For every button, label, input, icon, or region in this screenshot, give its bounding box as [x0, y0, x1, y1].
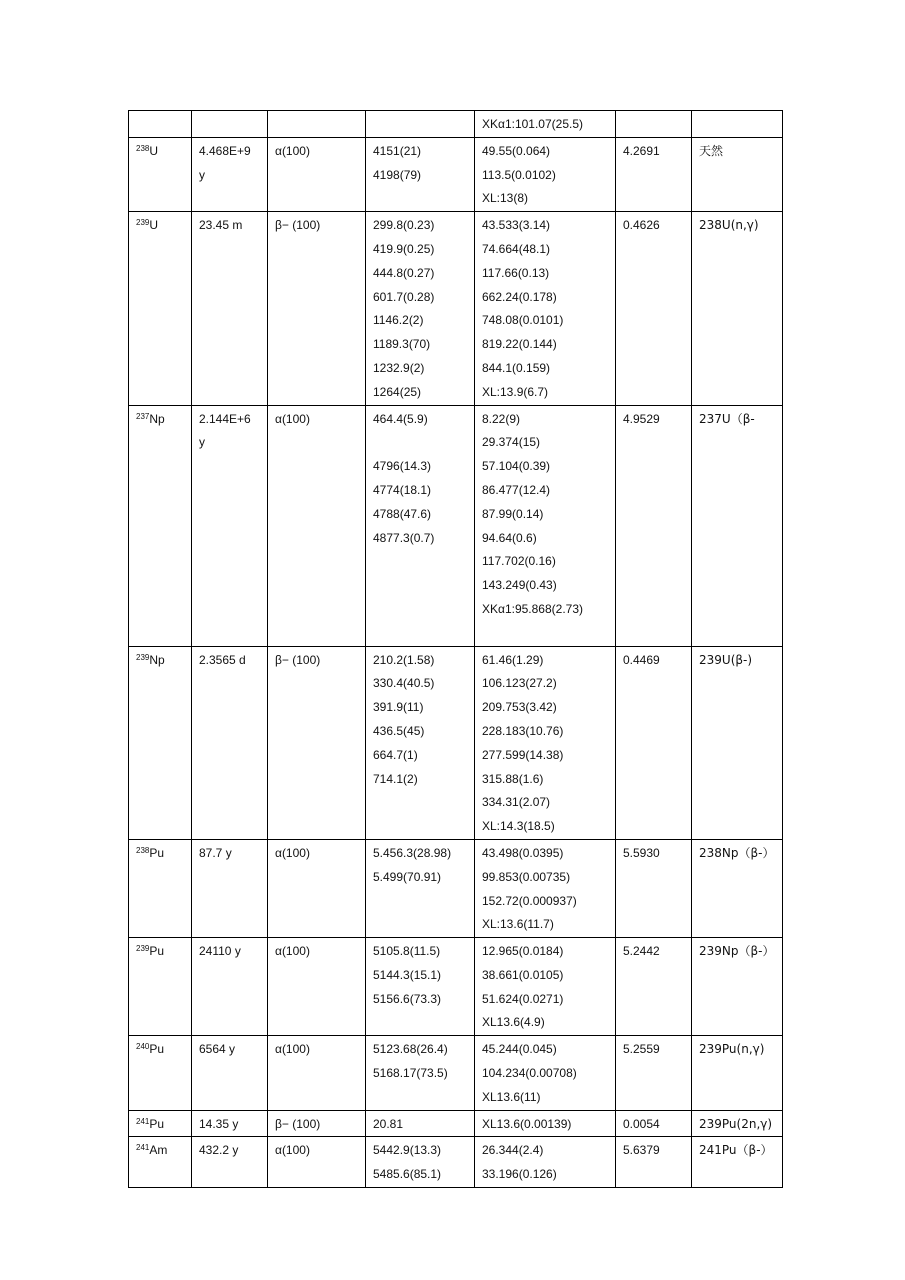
energies-cell	[366, 111, 475, 138]
energy-line: 5485.6(85.1)	[373, 1167, 442, 1182]
source-text: 239Pu(n,γ)	[699, 1042, 765, 1057]
energy-line: 4151(21)	[373, 143, 422, 158]
q-value: 5.2559	[623, 1042, 660, 1057]
source-text: 239Pu(2n,γ)	[699, 1116, 773, 1131]
decay-mode-cell	[268, 405, 366, 646]
gamma-cell	[475, 646, 616, 839]
source-text: 天然	[699, 143, 724, 158]
gamma-line: XL13.6(4.9)	[482, 1015, 545, 1030]
gamma-line: 143.249(0.43)	[482, 578, 557, 593]
energy-line	[373, 113, 467, 137]
energy-line: 601.7(0.28)	[373, 289, 435, 304]
energies-cell	[366, 646, 475, 839]
energy-line: 436.5(45)	[373, 723, 425, 738]
decay-mode: β− (100)	[275, 218, 321, 233]
element-symbol: U	[149, 143, 159, 158]
decay-mode: α(100)	[275, 944, 310, 959]
element-symbol: Np	[149, 652, 165, 667]
gamma-line: 29.374(15)	[482, 435, 541, 450]
nuclide-cell	[129, 111, 192, 138]
q-value: 5.5930	[623, 845, 660, 860]
gamma-line: 104.234(0.00708)	[482, 1066, 577, 1081]
nuclide-data-table	[128, 110, 783, 1188]
energy-line: 299.8(0.23)	[373, 218, 435, 233]
q-value: 4.2691	[623, 143, 660, 158]
decay-mode: α(100)	[275, 845, 310, 860]
decay-table	[128, 110, 783, 1188]
gamma-line: XL:13.9(6.7)	[482, 384, 549, 399]
table-row	[129, 1110, 783, 1137]
gamma-cell	[475, 111, 616, 138]
table-row	[129, 1137, 783, 1188]
gamma-line: XKα1:95.868(2.73)	[482, 601, 584, 616]
gamma-line: 844.1(0.159)	[482, 360, 551, 375]
energies-cell	[366, 1036, 475, 1110]
mass-number: 241	[136, 1143, 150, 1153]
source-cell	[692, 212, 783, 405]
nuclide-cell	[129, 212, 192, 405]
halflife-line: 6564 y	[199, 1042, 236, 1057]
table-row	[129, 1036, 783, 1110]
nuclide-cell	[129, 405, 192, 646]
source-cell	[692, 111, 783, 138]
source-cell	[692, 646, 783, 839]
halflife-line: 2.144E+6	[199, 411, 251, 426]
energy-line: 4796(14.3)	[373, 459, 432, 474]
energies-cell	[366, 1137, 475, 1188]
q-value-cell	[616, 1137, 692, 1188]
energy-line: 664.7(1)	[373, 747, 418, 762]
source-text: 241Pu（β-）	[699, 1143, 773, 1158]
mass-number: 238	[136, 143, 150, 153]
energy-line: 5144.3(15.1)	[373, 967, 442, 982]
source-text: 238Np（β-）	[699, 845, 775, 860]
element-symbol: Pu	[149, 1042, 165, 1057]
source-text: 238U(n,γ)	[699, 218, 759, 233]
gamma-line: XL:13(8)	[482, 191, 529, 206]
energy-line: 5.499(70.91)	[373, 869, 442, 884]
source-text: 237U（β-	[699, 411, 755, 426]
gamma-cell	[475, 938, 616, 1036]
energy-line: 464.4(5.9)	[373, 411, 428, 426]
q-value-cell	[616, 111, 692, 138]
decay-mode: α(100)	[275, 143, 310, 158]
gamma-line: 61.46(1.29)	[482, 652, 544, 667]
decay-mode-cell	[268, 646, 366, 839]
source-cell	[692, 137, 783, 211]
gamma-line: XL:14.3(18.5)	[482, 819, 555, 834]
gamma-cell	[475, 1036, 616, 1110]
energy-line: 1189.3(70)	[373, 337, 431, 352]
gamma-line: 33.196(0.126)	[482, 1167, 557, 1182]
decay-mode-cell	[268, 839, 366, 937]
gamma-line: 51.624(0.0271)	[482, 991, 564, 1006]
mass-number: 239	[136, 218, 150, 228]
source-text	[699, 113, 775, 137]
gamma-line: 819.22(0.144)	[482, 337, 557, 352]
energy-line: 5442.9(13.3)	[373, 1143, 442, 1158]
q-value-cell	[616, 405, 692, 646]
gamma-cell	[475, 405, 616, 646]
element-symbol: Pu	[149, 1116, 165, 1131]
source-text: 239U(β-)	[699, 652, 753, 667]
decay-mode: α(100)	[275, 411, 310, 426]
energy-line: 1232.9(2)	[373, 360, 425, 375]
gamma-line: 277.599(14.38)	[482, 747, 564, 762]
gamma-line: 45.244(0.045)	[482, 1042, 557, 1057]
energy-line: 1264(25)	[373, 384, 422, 399]
energy-line: 714.1(2)	[373, 771, 418, 786]
halflife-cell	[192, 212, 268, 405]
gamma-cell	[475, 137, 616, 211]
gamma-cell	[475, 1137, 616, 1188]
gamma-cell	[475, 839, 616, 937]
energy-line: 5123.68(26.4)	[373, 1042, 448, 1057]
source-cell	[692, 1036, 783, 1110]
gamma-line: 12.965(0.0184)	[482, 944, 564, 959]
gamma-line: 94.64(0.6)	[482, 530, 537, 545]
source-cell	[692, 1110, 783, 1137]
energy-line: 5105.8(11.5)	[373, 944, 441, 959]
energies-cell	[366, 405, 475, 646]
decay-mode-cell	[268, 137, 366, 211]
energy-line: 4877.3(0.7)	[373, 530, 435, 545]
gamma-line: 228.183(10.76)	[482, 723, 564, 738]
energies-cell	[366, 212, 475, 405]
decay-mode-cell	[268, 1110, 366, 1137]
energies-cell	[366, 137, 475, 211]
decay-mode-cell	[268, 938, 366, 1036]
q-value: 0.4626	[623, 218, 660, 233]
energy-line: 5168.17(73.5)	[373, 1066, 448, 1081]
table-body	[129, 111, 783, 1188]
q-value-cell	[616, 137, 692, 211]
element-symbol: Np	[149, 411, 165, 426]
gamma-line: 209.753(3.42)	[482, 700, 557, 715]
gamma-line: 315.88(1.6)	[482, 771, 544, 786]
energy-line	[373, 431, 467, 455]
energies-cell	[366, 839, 475, 937]
gamma-line: XL13.6(11)	[482, 1089, 541, 1104]
gamma-line: 99.853(0.00735)	[482, 869, 571, 884]
halflife-line: 4.468E+9	[199, 143, 251, 158]
gamma-line: XL13.6(0.00139)	[482, 1116, 572, 1131]
gamma-cell	[475, 1110, 616, 1137]
nuclide-cell	[129, 137, 192, 211]
source-cell	[692, 405, 783, 646]
table-row	[129, 938, 783, 1036]
gamma-line: 106.123(27.2)	[482, 676, 557, 691]
energy-line: 4198(79)	[373, 167, 422, 182]
nuclide-cell	[129, 1137, 192, 1188]
table-row	[129, 405, 783, 646]
decay-mode-cell	[268, 1137, 366, 1188]
gamma-line: XL:13.6(11.7)	[482, 917, 554, 932]
halflife-line: 24110 y	[199, 944, 241, 959]
gamma-line: 152.72(0.000937)	[482, 893, 577, 908]
gamma-line: 8.22(9)	[482, 411, 521, 426]
decay-mode-cell	[268, 1036, 366, 1110]
decay-mode: α(100)	[275, 1143, 310, 1158]
element-symbol: U	[149, 218, 159, 233]
gamma-line: 43.533(3.14)	[482, 218, 551, 233]
nuclide-cell	[129, 646, 192, 839]
table-row	[129, 646, 783, 839]
gamma-line: 49.55(0.064)	[482, 143, 551, 158]
gamma-line: 662.24(0.178)	[482, 289, 557, 304]
q-value: 5.2442	[623, 944, 660, 959]
gamma-line: 334.31(2.07)	[482, 795, 551, 810]
halflife-cell	[192, 137, 268, 211]
halflife-line: 432.2 y	[199, 1143, 239, 1158]
q-value: 5.6379	[623, 1143, 660, 1158]
gamma-line: XKα1:101.07(25.5)	[482, 117, 584, 131]
energy-line: 4774(18.1)	[373, 482, 432, 497]
gamma-line: 38.661(0.0105)	[482, 967, 564, 982]
nuclide-cell	[129, 839, 192, 937]
source-cell	[692, 938, 783, 1036]
halflife-cell	[192, 646, 268, 839]
energy-line: 20.81	[373, 1116, 404, 1131]
energy-line: 210.2(1.58)	[373, 652, 435, 667]
gamma-line: 117.702(0.16)	[482, 554, 556, 569]
mass-number: 241	[136, 1116, 150, 1126]
table-row	[129, 137, 783, 211]
element-symbol: Pu	[149, 944, 165, 959]
energy-line: 391.9(11)	[373, 700, 424, 715]
q-value	[623, 113, 684, 137]
gamma-line: 86.477(12.4)	[482, 482, 551, 497]
halflife-cell	[192, 1110, 268, 1137]
mass-number: 239	[136, 652, 150, 662]
gamma-line: 113.5(0.0102)	[482, 167, 556, 182]
nuclide-cell	[129, 938, 192, 1036]
q-value-cell	[616, 1110, 692, 1137]
nuclide-cell	[129, 1110, 192, 1137]
halflife-cell	[192, 938, 268, 1036]
gamma-line: 43.498(0.0395)	[482, 845, 564, 860]
energy-line: 444.8(0.27)	[373, 265, 435, 280]
energy-line: 419.9(0.25)	[373, 241, 435, 256]
halflife-line: 23.45 m	[199, 218, 243, 233]
halflife-line: y	[199, 435, 205, 450]
halflife-line: 87.7 y	[199, 845, 232, 860]
q-value-cell	[616, 938, 692, 1036]
halflife-cell	[192, 1036, 268, 1110]
mass-number: 239	[136, 944, 150, 954]
q-value-cell	[616, 839, 692, 937]
gamma-line: 87.99(0.14)	[482, 506, 544, 521]
q-value-cell	[616, 212, 692, 405]
energy-line: 330.4(40.5)	[373, 676, 435, 691]
energy-line: 5.456.3(28.98)	[373, 845, 452, 860]
halflife-line: 14.35 y	[199, 1116, 239, 1131]
halflife-line: 2.3565 d	[199, 652, 246, 667]
element-symbol: Am	[149, 1143, 168, 1158]
table-row	[129, 839, 783, 937]
gamma-line: 748.08(0.0101)	[482, 313, 564, 328]
gamma-line: 57.104(0.39)	[482, 459, 551, 474]
halflife-line	[199, 113, 260, 137]
halflife-cell	[192, 839, 268, 937]
halflife-line: y	[199, 167, 205, 182]
gamma-line: 117.66(0.13)	[482, 265, 550, 280]
energy-line: 1146.2(2)	[373, 313, 424, 328]
mass-number: 240	[136, 1042, 150, 1052]
gamma-line	[482, 622, 608, 646]
energies-cell	[366, 938, 475, 1036]
q-value: 4.9529	[623, 411, 660, 426]
table-row	[129, 212, 783, 405]
decay-mode-cell	[268, 212, 366, 405]
decay-mode	[275, 113, 358, 137]
source-cell	[692, 839, 783, 937]
nuclide-cell	[129, 1036, 192, 1110]
q-value-cell	[616, 646, 692, 839]
decay-mode: β− (100)	[275, 652, 321, 667]
mass-number: 238	[136, 845, 150, 855]
table-row	[129, 111, 783, 138]
halflife-cell	[192, 1137, 268, 1188]
gamma-line: 74.664(48.1)	[482, 241, 551, 256]
source-text: 239Np（β-）	[699, 944, 775, 959]
decay-mode-cell	[268, 111, 366, 138]
energy-line: 4788(47.6)	[373, 506, 432, 521]
gamma-line: 26.344(2.4)	[482, 1143, 544, 1158]
q-value: 0.0054	[623, 1116, 660, 1131]
decay-mode: α(100)	[275, 1042, 310, 1057]
halflife-cell	[192, 405, 268, 646]
q-value-cell	[616, 1036, 692, 1110]
energies-cell	[366, 1110, 475, 1137]
element-symbol: Pu	[149, 845, 165, 860]
q-value: 0.4469	[623, 652, 660, 667]
decay-mode: β− (100)	[275, 1116, 321, 1131]
gamma-cell	[475, 212, 616, 405]
source-cell	[692, 1137, 783, 1188]
halflife-cell	[192, 111, 268, 138]
energy-line: 5156.6(73.3)	[373, 991, 442, 1006]
mass-number: 237	[136, 411, 150, 421]
